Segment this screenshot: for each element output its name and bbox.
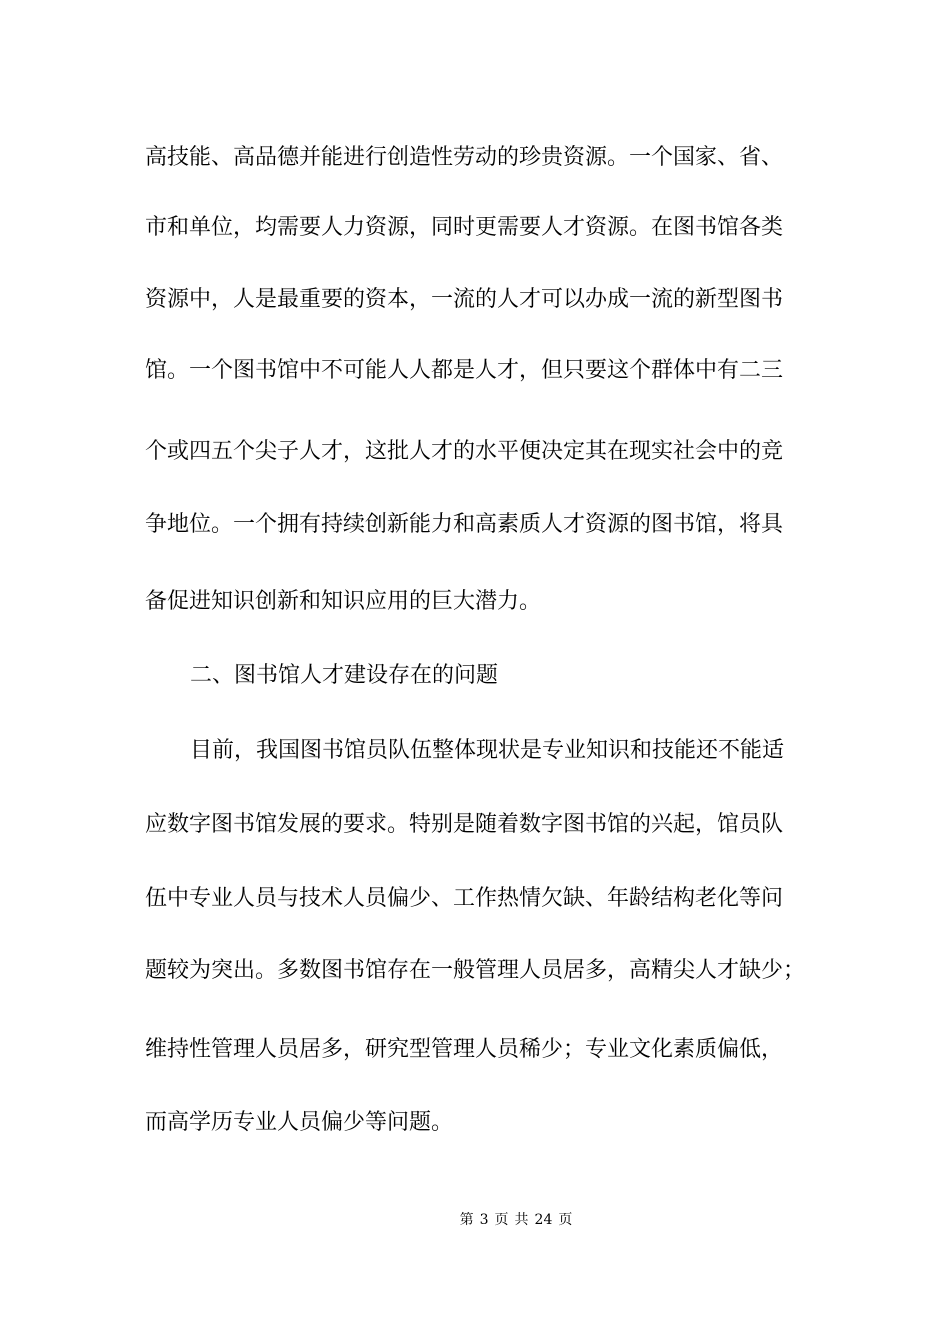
body-line: 应数字图书馆发展的要求。特别是随着数字图书馆的兴起，馆员队 (145, 812, 784, 837)
body-line: 馆。一个图书馆中不可能人人都是人才，但只要这个群体中有二三 (145, 358, 784, 383)
body-line: 个或四五个尖子人才，这批人才的水平便决定其在现实社会中的竞 (145, 439, 784, 464)
body-line: 题较为突出。多数图书馆存在一般管理人员居多，高精尖人才缺少； (145, 958, 806, 983)
body-line: 备促进知识创新和知识应用的巨大潜力。 (145, 589, 542, 614)
body-line: 市和单位，均需要人力资源，同时更需要人才资源。在图书馆各类 (145, 215, 784, 240)
total-page-count: 24 (534, 1212, 553, 1228)
footer-total-word: 共 (514, 1212, 529, 1228)
body-line: 而高学历专业人员偏少等问题。 (145, 1110, 454, 1135)
page-footer (0, 1210, 950, 1230)
body-line: 维持性管理人员居多，研究型管理人员稀少；专业文化素质偏低， (145, 1037, 784, 1062)
footer-prefix: 第 (459, 1212, 474, 1228)
section-heading: 二、图书馆人才建设存在的问题 (190, 663, 499, 688)
body-line: 伍中专业人员与技术人员偏少、工作热情欠缺、年龄结构老化等问 (145, 886, 784, 911)
body-line: 目前，我国图书馆员队伍整体现状是专业知识和技能还不能适 (190, 738, 785, 763)
body-line: 高技能、高品德并能进行创造性劳动的珍贵资源。一个国家、省、 (145, 145, 784, 170)
current-page-number: 3 (479, 1212, 489, 1228)
body-line: 资源中，人是最重要的资本，一流的人才可以办成一流的新型图书 (145, 287, 784, 312)
footer-page-word: 页 (494, 1212, 509, 1228)
footer-suffix: 页 (558, 1212, 573, 1228)
body-line: 争地位。一个拥有持续创新能力和高素质人才资源的图书馆，将具 (145, 512, 784, 537)
